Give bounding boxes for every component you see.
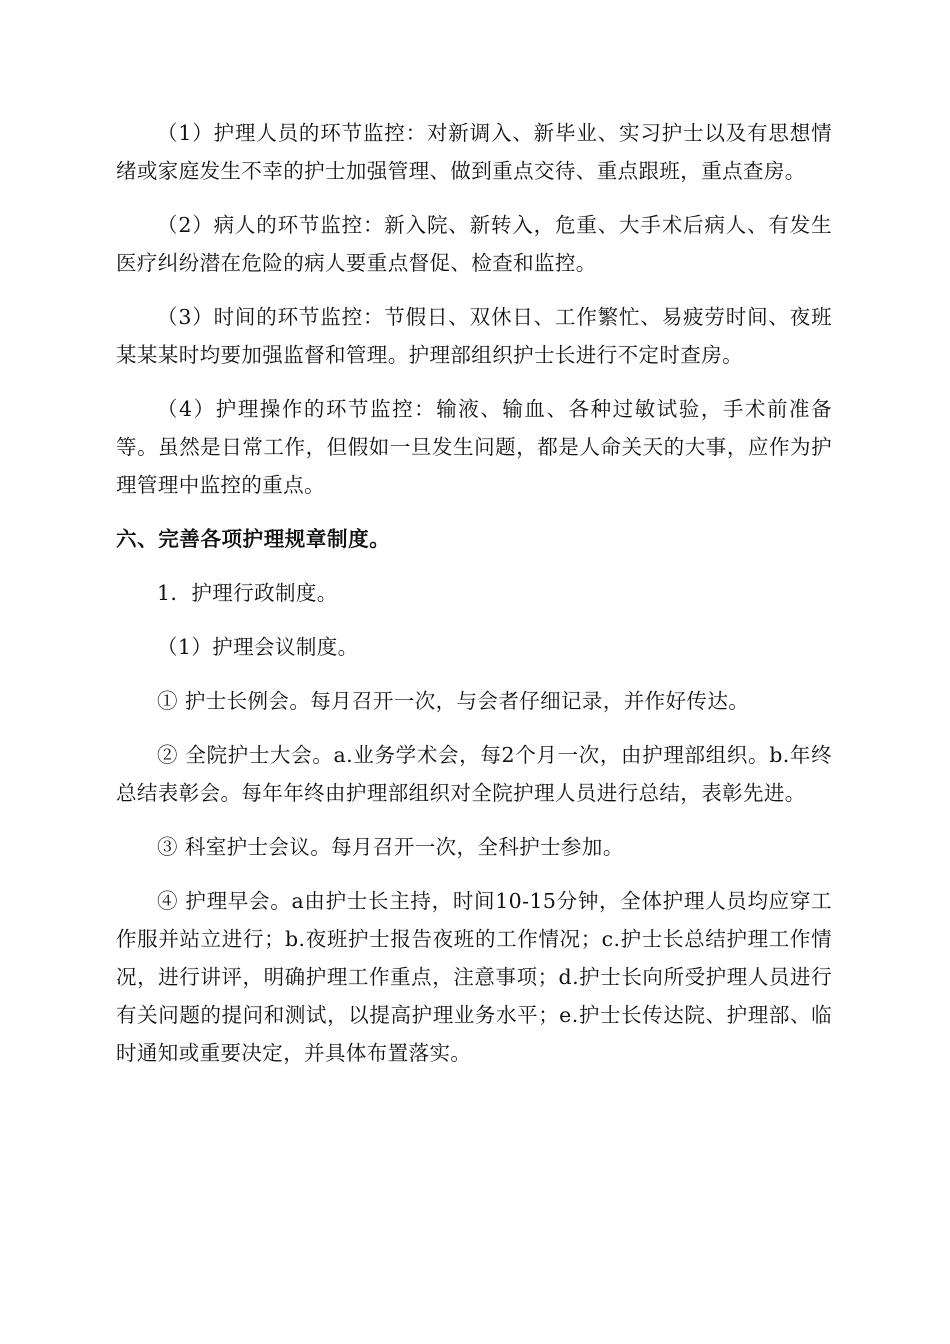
paragraph-all-nurse-meeting: ② 全院护士大会。a.业务学术会，每2个月一次，由护理部组织。b.年终总结表彰会。每年年终由护理部组织对全院护理人员进行总结，表彰先进。 <box>116 743 832 805</box>
paragraph-meeting-system: （1）护理会议制度。 <box>157 635 359 659</box>
section-heading: 六、完善各项护理规章制度。 <box>116 527 391 551</box>
paragraph-monitoring-operations: （4）护理操作的环节监控：输液、输血、各种过敏试验，手术前准备等。虽然是日常工作，但假如一旦发生问题，都是人命关天的大事，应作为护理管理中监控的重点。 <box>116 397 832 497</box>
paragraph-head-nurse-meeting: ① 护士长例会。每月召开一次，与会者仔细记录，并作好传达。 <box>157 689 750 713</box>
paragraph-admin-system: 1．护理行政制度。 <box>157 581 338 605</box>
document-body <box>116 114 832 1088</box>
paragraph-morning-meeting: ④ 护理早会。a由护士长主持，时间10-15分钟，全体护理人员均应穿工作服并站立进行；b.夜班护士报告夜班的工作情况；c.护士长总结护理工作情况，进行讲评，明确护理工作重点，注意事项；d.护士长向所受护理人员进行有关问题的提问和测试，以提高护理业务水平；e.护士长传达院、护理部、临时通知或重要决定，并具体布置落实。 <box>116 889 832 1065</box>
paragraph-department-meeting: ③ 科室护士会议。每月召开一次，全科护士参加。 <box>157 835 624 859</box>
paragraph-monitoring-staff: （1）护理人员的环节监控：对新调入、新毕业、实习护士以及有思想情绪或家庭发生不幸的护士加强管理、做到重点交待、重点跟班，重点查房。 <box>116 121 832 183</box>
paragraph-monitoring-patients: （2）病人的环节监控：新入院、新转入，危重、大手术后病人、有发生医疗纠纷潜在危险的病人要重点督促、检查和监控。 <box>116 213 832 275</box>
paragraph-monitoring-time: （3）时间的环节监控：节假日、双休日、工作繁忙、易疲劳时间、夜班某某某时均要加强监督和管理。护理部组织护士长进行不定时查房。 <box>116 305 832 367</box>
